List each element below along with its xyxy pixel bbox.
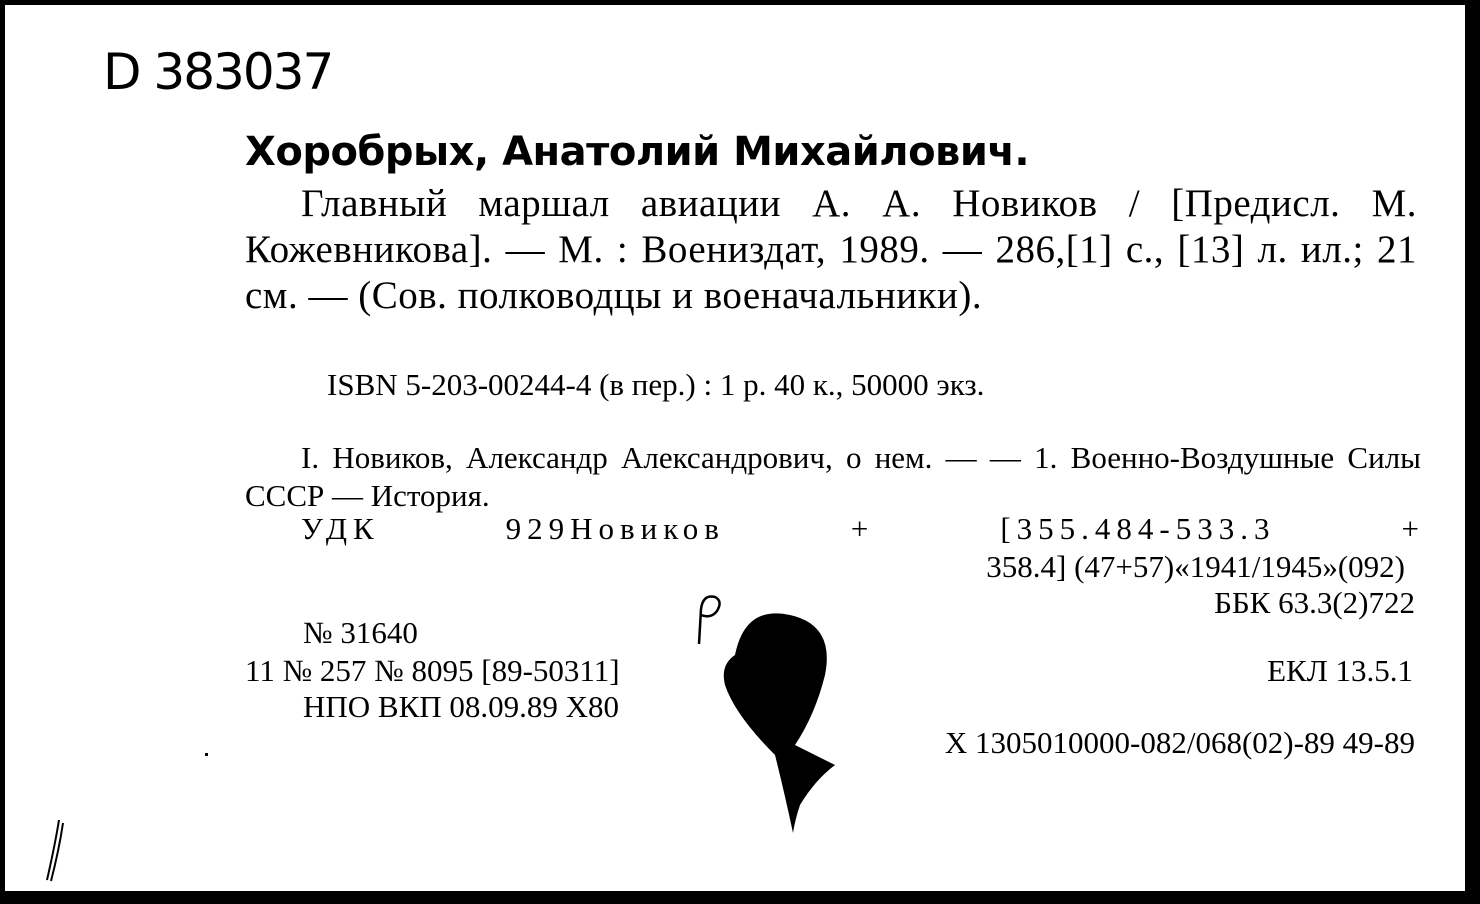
bibliographic-description bbox=[245, 181, 1417, 319]
ink-dot bbox=[205, 753, 208, 756]
card-id-number: D 383037 bbox=[103, 43, 333, 101]
ink-blot bbox=[715, 605, 855, 835]
order-line: 11 № 257 № 8095 [89-50311] bbox=[245, 653, 620, 688]
bbk-code: ББК 63.3(2)722 bbox=[1214, 585, 1415, 620]
card-number: № 31640 bbox=[303, 615, 418, 650]
ekl-code: ЕКЛ 13.5.1 bbox=[1267, 653, 1413, 688]
udk-continuation: 358.4] (47+57)«1941/1945»(092) bbox=[986, 549, 1405, 584]
udk-part: [355.484-533.3 bbox=[1000, 511, 1276, 546]
isbn-line: ISBN 5-203-00244-4 (в пер.) : 1 р. 40 к., 50000 экз. bbox=[327, 367, 985, 402]
handwritten-mark bbox=[35, 815, 75, 885]
tracing-text: I. Новиков, Александр Александрович, о нем. — — 1. Военно-Воздушные Силы СССР — История. bbox=[245, 440, 1421, 513]
udk-line bbox=[301, 511, 1425, 547]
x-code-line: Х 1305010000-082/068(02)-89 49-89 bbox=[944, 725, 1415, 760]
description-text: Главный маршал авиации А. А. Новиков / [Предисл. М. Кожевникова]. — М. : Воениздат, 1989. — 286,[1] с., [13] л. ил.; 21 см. — (Сов. полководцы и военачальники). bbox=[245, 182, 1417, 317]
npo-line: НПО ВКП 08.09.89 Х80 bbox=[303, 689, 620, 724]
udk-part: 929Новиков bbox=[505, 511, 725, 546]
catalog-card bbox=[2, 2, 1468, 894]
author-heading: Хоробрых, Анатолий Михайлович. bbox=[245, 129, 1030, 175]
udk-part: + bbox=[1401, 511, 1425, 546]
udk-part: + bbox=[850, 511, 875, 546]
subject-tracing bbox=[245, 439, 1421, 515]
udk-part: УДК bbox=[301, 511, 380, 546]
